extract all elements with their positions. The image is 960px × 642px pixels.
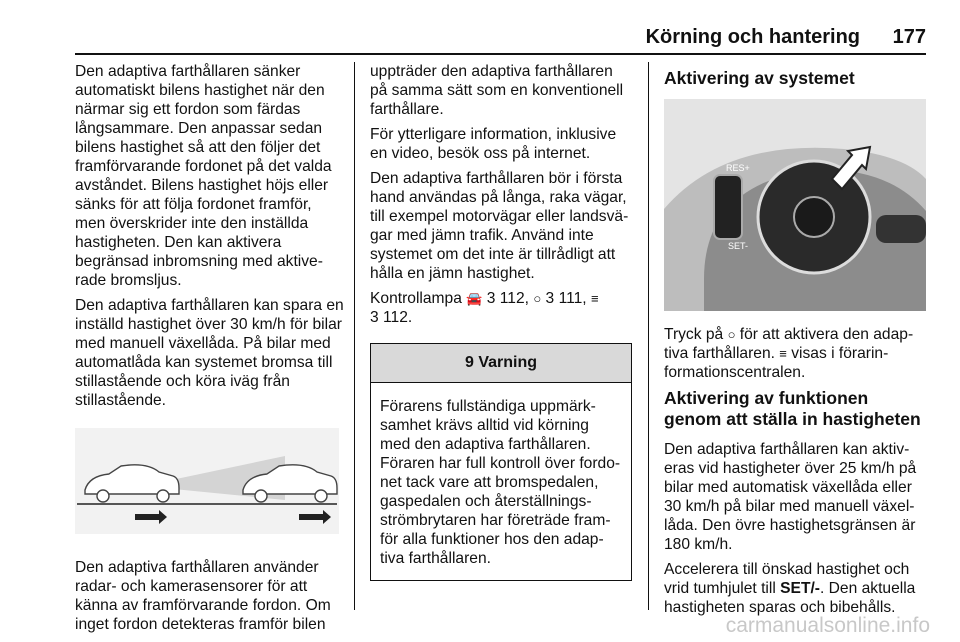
watermark: carmanualsonline.info: [725, 614, 930, 637]
acc-illustration: [75, 428, 339, 534]
paragraph: Den adaptiva farthållaren bör i första hand användas på långa, raka vägar, till exempel motorvägar eller landsvä-gar med jämn trafik. Använd inte systemet om det inte är tillrådligt att hålla en jämn hastighet.: [370, 170, 629, 282]
vehicle-ahead-icon: ≡: [590, 291, 599, 306]
paragraph: För ytterligare information, inklusive en video, besök oss på internet.: [370, 126, 617, 162]
steering-wheel-photo: [664, 99, 926, 311]
control-lamp-paragraph: Kontrollampa 🚘 3 112, ○ 3 111, ≡ 3 112.: [370, 290, 599, 326]
paragraph: Accelerera till önskad hastighet och vrid tumhjulet till SET/-. Den aktuella hastigheten sparas och bibehålls.: [664, 561, 916, 616]
paragraph: uppträder den adaptiva farthållaren på samma sätt som en konventionell farthållare.: [370, 63, 624, 118]
header-rule: [75, 53, 926, 55]
page-number: 177: [892, 26, 926, 48]
section-title: Körning och hantering: [645, 26, 860, 48]
arrow-right-icon: [299, 510, 331, 524]
adaptive-cruise-icon: ○: [727, 327, 736, 342]
cars-radar-illustration: [75, 428, 339, 534]
set-label: SET-: [728, 241, 749, 251]
res-label: RES+: [726, 163, 750, 173]
paragraph: Den adaptiva farthållaren kan spara en inställd hastighet över 30 km/h för bilar med manuell växellåda. På bilar med automatlåda kan systemet bromsa till stillastående och köra iväg från stillastående.: [75, 297, 344, 409]
warning-icon: 9: [464, 354, 474, 371]
adaptive-cruise-icon: ○: [533, 291, 542, 306]
steering-wheel-controls-image: [664, 99, 926, 311]
column-right: [664, 62, 926, 623]
section-heading: Aktivering av funktionen genom att ställa in hastigheten: [664, 388, 921, 429]
thumbwheel: [714, 175, 742, 239]
page-ref-arrow: 3: [486, 290, 496, 307]
column-left: [75, 62, 345, 640]
arrow-right-icon: [135, 510, 167, 524]
paragraph: Den adaptiva farthållaren använder radar- och kamerasensorer för att känna av framförvarande fordon. Om inget fordon detekteras framför bilen: [75, 559, 331, 633]
page-ref-arrow: 3: [545, 290, 555, 307]
warning-box: [370, 343, 632, 581]
page-ref-arrow: 3: [370, 309, 379, 326]
column-divider-2: [648, 62, 649, 610]
paragraph: Den adaptiva farthållaren kan aktiv-eras vid hastigheter över 25 km/h på bilar med automatisk växellåda eller 30 km/h på bilar med manuell växel-låda. Den övre hastighetsgränsen är 180 km/h.: [664, 441, 917, 553]
column-middle: [370, 62, 632, 581]
paragraph: Den adaptiva farthållaren sänker automatiskt bilens hastighet när den närmar sig ett fordon som färdas långsammare. Den anpassar sedan bilens hastighet så att den följer det framförvarande fordonet på det valda avståndet. Bilens hastighet höjs eller sänks för att följa fordonet framför, men överskrider inte den inställda hastigheten. Den kan aktivera begränsad inbromsning med aktive-rade bromsljus.: [75, 63, 332, 289]
car-icon: 🚘: [466, 291, 483, 306]
warning-title: Varning: [478, 354, 538, 371]
column-divider-1: [354, 62, 355, 610]
activation-paragraph: Tryck på ○ för att aktivera den adap-tiva farthållaren. ≡ visas i förarin-formationscentralen.: [664, 326, 914, 381]
page-header: [0, 0, 960, 56]
section-heading: Aktivering av systemet: [664, 68, 855, 88]
warning-header: [371, 344, 631, 383]
vehicle-ahead-icon: ≡: [779, 346, 787, 361]
warning-text: Förarens fullständiga uppmärk-samhet krävs alltid vid körning med den adaptiva farthållaren. Föraren har full kontroll över fordo-net tack vare att bromspedalen, gaspedalen och återställnings-strömbrytaren har företräde fram-för alla funktioner hos den adap-tiva farthållaren.: [380, 398, 621, 567]
